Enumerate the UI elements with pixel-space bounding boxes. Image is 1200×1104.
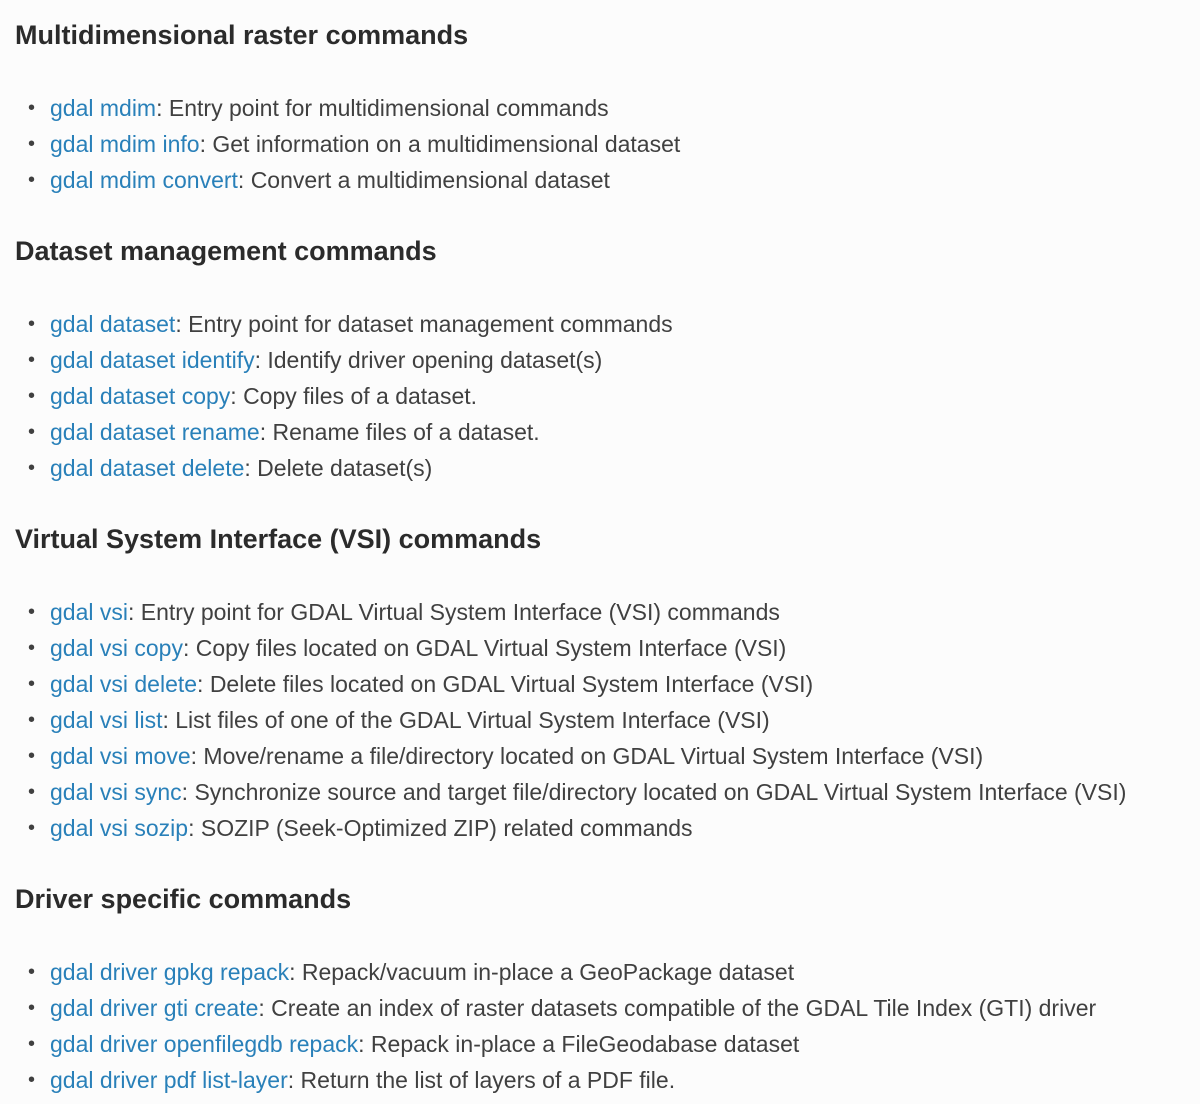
command-link[interactable]: gdal vsi delete [50,671,198,697]
command-link[interactable]: gdal dataset identify [50,347,255,373]
command-list [15,90,680,198]
command-description: : Convert a multidimensional dataset [237,167,610,193]
list-item [28,90,680,126]
command-link[interactable]: gdal dataset delete [50,455,245,481]
command-list [15,954,1096,1098]
bullet-icon: • [28,1069,36,1091]
bullet-icon: • [28,385,36,407]
list-item [28,1062,1096,1098]
list-item [28,450,673,486]
command-link[interactable]: gdal mdim convert [50,167,238,193]
bullet-icon: • [28,745,36,767]
command-description: : List files of one of the GDAL Virtual System Interface (VSI) [162,707,770,733]
command-description: : Get information on a multidimensional dataset [199,131,681,157]
command-description: : Delete dataset(s) [244,455,433,481]
bullet-icon: • [28,1033,36,1055]
command-description: : Delete files located on GDAL Virtual System Interface (VSI) [197,671,814,697]
command-link[interactable]: gdal vsi move [50,743,191,769]
command-description: : Create an index of raster datasets compatible of the GDAL Tile Index (GTI) driver [258,995,1097,1021]
section-heading: Virtual System Interface (VSI) commands [15,524,542,554]
bullet-icon: • [28,169,36,191]
command-link[interactable]: gdal vsi list [50,707,163,733]
command-description: : Move/rename a file/directory located on GDAL Virtual System Interface (VSI) [190,743,984,769]
command-link[interactable]: gdal mdim info [50,131,200,157]
command-description: : Synchronize source and target file/directory located on GDAL Virtual System Interface (VSI) [181,779,1127,805]
bullet-icon: • [28,349,36,371]
list-item [28,630,1126,666]
bullet-icon: • [28,673,36,695]
list-item [28,594,1126,630]
bullet-icon: • [28,817,36,839]
command-description: : Entry point for dataset management commands [175,311,673,337]
command-description: : Entry point for multidimensional commands [156,95,609,121]
bullet-icon: • [28,97,36,119]
command-list [15,594,1126,846]
bullet-icon: • [28,961,36,983]
command-link[interactable]: gdal dataset rename [50,419,260,445]
bullet-icon: • [28,637,36,659]
command-description: : SOZIP (Seek-Optimized ZIP) related commands [188,815,693,841]
command-description: : Repack in-place a FileGeodabase dataset [358,1031,800,1057]
list-item [28,702,1126,738]
command-link[interactable]: gdal dataset copy [50,383,231,409]
command-description: : Repack/vacuum in-place a GeoPackage dataset [289,959,795,985]
bullet-icon: • [28,601,36,623]
list-item [28,990,1097,1026]
bullet-icon: • [28,313,36,335]
list-item [28,774,1127,810]
list-item [28,126,681,162]
section-heading: Dataset management commands [15,236,437,266]
list-item [28,414,673,450]
section-vsi [15,520,1126,846]
section-heading: Driver specific commands [15,884,352,914]
command-description: : Copy files located on GDAL Virtual System Interface (VSI) [182,635,787,661]
command-description: : Return the list of layers of a PDF file. [287,1067,676,1093]
bullet-icon: • [28,133,36,155]
bullet-icon: • [28,709,36,731]
list-item [28,306,673,342]
section-multidimensional [15,16,680,198]
command-link[interactable]: gdal mdim [50,95,157,121]
bullet-icon: • [28,997,36,1019]
command-link[interactable]: gdal dataset [50,311,176,337]
list-item [28,738,1126,774]
command-link[interactable]: gdal driver openfilegdb repack [50,1031,359,1057]
command-description: : Identify driver opening dataset(s) [254,347,603,373]
command-link[interactable]: gdal driver gti create [50,995,259,1021]
bullet-icon: • [28,457,36,479]
bullet-icon: • [28,421,36,443]
section-driver-specific [15,880,1096,1098]
command-link[interactable]: gdal vsi [50,599,128,625]
list-item [28,954,1096,990]
command-description: : Copy files of a dataset. [230,383,478,409]
command-link[interactable]: gdal vsi sozip [50,815,189,841]
command-description: : Entry point for GDAL Virtual System Interface (VSI) commands [127,599,780,625]
command-link[interactable]: gdal vsi copy [50,635,183,661]
list-item [28,342,673,378]
list-item [28,162,680,198]
list-item [28,810,1126,846]
command-link[interactable]: gdal driver gpkg repack [50,959,290,985]
section-heading: Multidimensional raster commands [15,20,469,50]
list-item [28,666,1126,702]
command-link[interactable]: gdal driver pdf list-layer [50,1067,288,1093]
list-item [28,1026,1096,1062]
bullet-icon: • [28,781,36,803]
command-description: : Rename files of a dataset. [259,419,540,445]
command-list [15,306,673,486]
section-dataset-management [15,232,673,486]
command-link[interactable]: gdal vsi sync [50,779,182,805]
list-item [28,378,673,414]
